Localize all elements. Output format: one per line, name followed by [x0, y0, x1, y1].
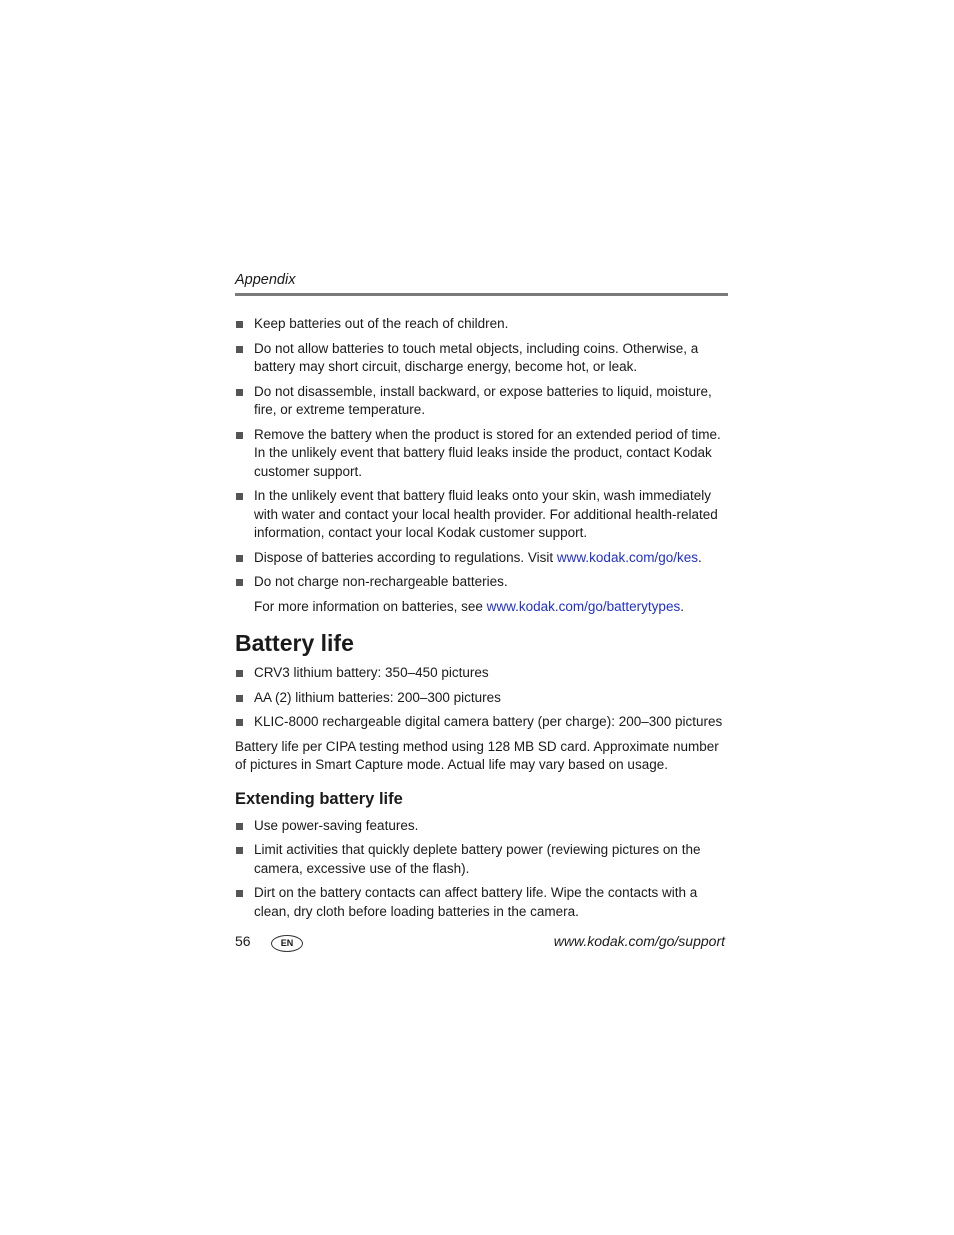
page-footer [235, 931, 725, 953]
bullet-square-icon [236, 493, 243, 500]
extending-battery-life-heading: Extending battery life [235, 789, 403, 808]
page-number: 56 [235, 933, 251, 949]
battery-life-section [235, 664, 728, 775]
list-item: Dispose of batteries according to regulations. Visit www.kodak.com/go/kes. [235, 549, 728, 568]
bullet-square-icon [236, 670, 243, 677]
list-item: In the unlikely event that battery fluid leaks onto your skin, wash immediately with water and contact your local health provider. For additional health-related information, contact your local Kodak customer support. [235, 487, 728, 543]
bullet-square-icon [236, 890, 243, 897]
more-info-note: For more information on batteries, see www.kodak.com/go/batterytypes. [254, 598, 684, 614]
bullet-square-icon [236, 389, 243, 396]
list-item: Dirt on the battery contacts can affect battery life. Wipe the contacts with a clean, dry cloth before loading batteries in the camera. [235, 884, 728, 921]
bullet-square-icon [236, 823, 243, 830]
list-item: Do not disassemble, install backward, or expose batteries to liquid, moisture, fire, or extreme temperature. [235, 383, 728, 420]
battery-life-note: Battery life per CIPA testing method using 128 MB SD card. Approximate number of pictures in Smart Capture mode. Actual life may vary based on usage. [235, 738, 719, 772]
bullet-square-icon [236, 579, 243, 586]
list-item: Keep batteries out of the reach of children. [235, 315, 728, 334]
safety-list [235, 315, 728, 592]
list-item: Do not charge non-rechargeable batteries. [235, 573, 728, 592]
kes-link[interactable]: www.kodak.com/go/kes [556, 549, 698, 565]
list-item: KLIC-8000 rechargeable digital camera battery (per charge): 200–300 pictures [235, 713, 728, 732]
page-content [235, 270, 728, 927]
bullet-square-icon [236, 432, 243, 439]
battery-life-list [235, 664, 728, 732]
battery-life-heading: Battery life [235, 630, 354, 656]
bullet-square-icon [236, 719, 243, 726]
bullet-square-icon [236, 346, 243, 353]
list-item: Remove the battery when the product is stored for an extended period of time. In the unlikely event that battery fluid leaks inside the product, contact Kodak customer support. [235, 426, 728, 482]
bullet-square-icon [236, 555, 243, 562]
list-item: Use power-saving features. [235, 817, 728, 836]
battery-types-link[interactable]: www.kodak.com/go/batterytypes [486, 598, 681, 614]
bullet-square-icon [236, 695, 243, 702]
list-item: Limit activities that quickly deplete battery power (reviewing pictures on the camera, excessive use of the flash). [235, 841, 728, 878]
extending-section [235, 817, 728, 922]
footer-url: www.kodak.com/go/support [553, 933, 725, 949]
header-rule [235, 293, 728, 296]
list-item: CRV3 lithium battery: 350–450 pictures [235, 664, 728, 683]
list-item: Do not allow batteries to touch metal objects, including coins. Otherwise, a battery may short circuit, discharge energy, become hot, or leak. [235, 340, 728, 377]
bullet-square-icon [236, 321, 243, 328]
safety-section [235, 315, 728, 616]
list-item: AA (2) lithium batteries: 200–300 pictures [235, 689, 728, 708]
language-badge: EN [271, 935, 303, 952]
extending-list [235, 817, 728, 922]
running-header: Appendix [235, 272, 296, 288]
bullet-square-icon [236, 847, 243, 854]
